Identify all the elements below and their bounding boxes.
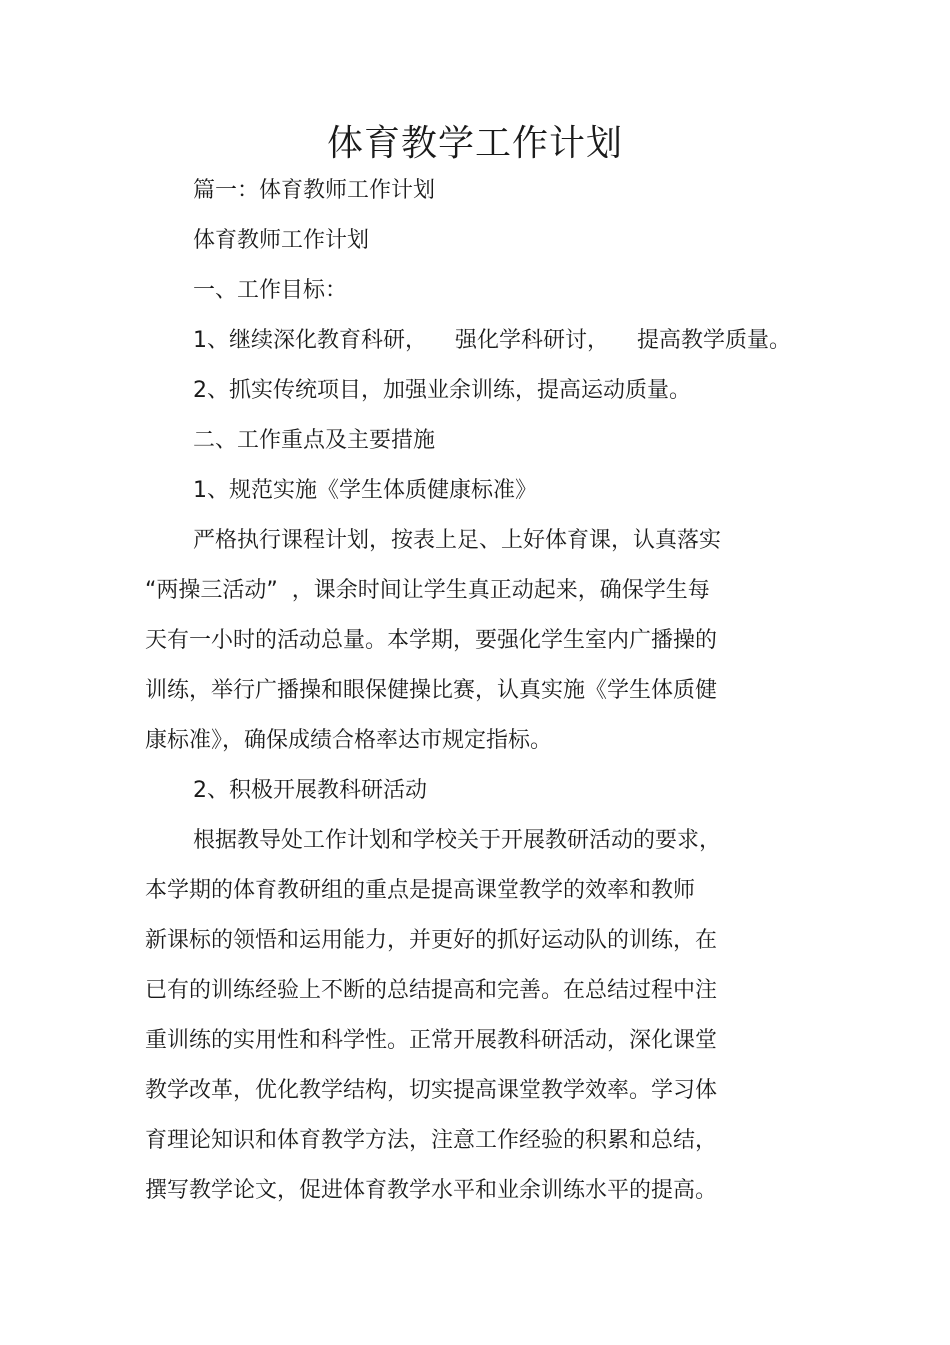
paragraph-line: 撰写教学论文，促进体育教学水平和业余训练水平的提高。 — [145, 1178, 718, 1203]
goal-item-2: 2、抓实传统项目，加强业余训练，提高运动质量。 — [193, 378, 691, 403]
document-title: 体育教学工作计划 — [326, 123, 623, 164]
paragraph-line: 育理论知识和体育教学方法，注意工作经验的积累和总结， — [145, 1128, 718, 1153]
paragraph-line: 训练，举行广播操和眼保健操比赛，认真实施《学生体质健 — [145, 678, 718, 703]
heading-focus-measures: 二、工作重点及主要措施 — [193, 428, 436, 453]
paragraph-line: 本学期的体育教研组的重点是提高课堂教学的效率和教师 — [145, 878, 696, 903]
measure-heading-1: 1、规范实施《学生体质健康标准》 — [193, 478, 537, 503]
paragraph-line: 已有的训练经验上不断的总结提高和完善。在总结过程中注 — [145, 978, 718, 1003]
paragraph-line: “两操三活动” ，课余时间让学生真正动起来，确保学生每 — [145, 578, 710, 603]
paragraph-line: 新课标的领悟和运用能力，并更好的抓好运动队的训练，在 — [145, 928, 718, 953]
measure-heading-2: 2、积极开展教科研活动 — [193, 778, 427, 803]
paragraph-line: 根据教导处工作计划和学校关于开展教研活动的要求， — [193, 828, 722, 853]
subheading: 体育教师工作计划 — [193, 228, 370, 253]
paragraph-line: 严格执行课程计划，按表上足、上好体育课，认真落实 — [193, 528, 722, 553]
paragraph-line: 康标准》，确保成绩合格率达市规定指标。 — [145, 728, 553, 753]
paragraph-line: 教学改革，优化教学结构，切实提高课堂教学效率。学习体 — [145, 1078, 718, 1103]
section-heading: 篇一：体育教师工作计划 — [193, 178, 436, 203]
paragraph-line: 重训练的实用性和科学性。正常开展教科研活动，深化课堂 — [145, 1028, 718, 1053]
paragraph-line: 天有一小时的活动总量。本学期，要强化学生室内广播操的 — [145, 628, 718, 653]
heading-goals: 一、工作目标： — [193, 278, 348, 303]
goal-item-1: 1、继续深化教育科研， 强化学科研讨， 提高教学质量。 — [193, 328, 791, 353]
